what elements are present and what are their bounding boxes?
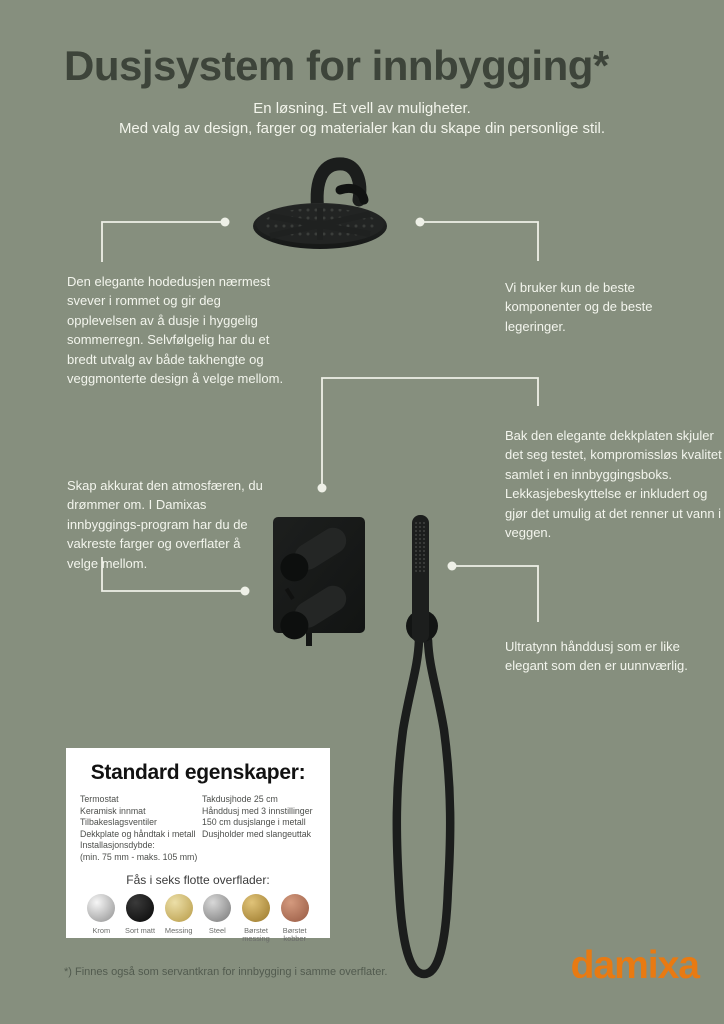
subtitle-line-2: Med valg av design, farger og materialer kan du skape din personlige stil. <box>118 120 606 137</box>
callout-dot-components <box>416 218 425 227</box>
finish-swatch <box>126 894 154 922</box>
shower-head-image <box>240 150 405 270</box>
finish-swatch <box>281 894 309 922</box>
callout-handshower-text: Ultratynn hånddusj som er like elegant som den er uunnværlig. <box>505 639 688 674</box>
feature-item: Takdusjhode 25 cm <box>202 794 278 804</box>
finish-label: Messing <box>164 925 193 935</box>
finish-label: Børstet messing <box>242 925 270 944</box>
features-column-right <box>202 794 316 864</box>
finish-item <box>275 894 314 944</box>
feature-item: Tilbakeslagsventiler <box>80 817 157 828</box>
finish-swatch <box>165 894 193 922</box>
finishes-row <box>80 894 316 944</box>
finish-swatch <box>87 894 115 922</box>
callout-showerhead-text: Den elegante hodedusjen nærmest svever i rommet og gir deg opplevelsen av å dusje i hyggelig sommerregn. Selvfølgelig har du et bredt utvalg av både takhengte og veggmonterte design å velge mellom. <box>67 274 284 387</box>
features-box <box>66 748 330 944</box>
page-subtitle <box>0 99 724 139</box>
finish-item <box>82 894 121 944</box>
finish-label: Steel <box>208 925 226 935</box>
finish-label: Krom <box>92 925 111 935</box>
feature-item: Keramisk innmat <box>80 805 146 816</box>
footnote: *) Finnes også som servantkran for innbygging i samme overflater. <box>64 966 388 978</box>
finish-item <box>121 894 160 944</box>
feature-item: (min. 75 mm - maks. 105 mm) <box>80 851 198 862</box>
finish-item <box>237 894 276 944</box>
finish-item <box>198 894 237 944</box>
callout-dot-atmosphere <box>241 587 250 596</box>
brand-logo: damixa <box>570 944 699 987</box>
finish-item <box>159 894 198 944</box>
finish-label: Sort matt <box>125 925 155 935</box>
callout-atmosphere-text: Skap akkurat den atmosfæren, du drømmer om. I Damixas innbyggings-program har du de vakreste farger og overflater å velge mellom. <box>67 478 263 571</box>
mixer-valve-image <box>270 510 380 655</box>
feature-item: Hånddusj med 3 innstillinger <box>202 805 313 816</box>
callout-components-text: Vi bruker kun de beste komponenter og de beste legeringer. <box>505 280 653 334</box>
callout-dot-showerhead <box>221 218 230 227</box>
finish-swatch <box>203 894 231 922</box>
page-title: Dusjsystem for innbygging* <box>64 42 609 89</box>
features-column-left <box>80 794 202 864</box>
finishes-heading: Fås i seks flotte overflader: <box>126 872 270 887</box>
features-columns <box>80 794 316 864</box>
subtitle-line-1: En løsning. Et vell av muligheter. <box>253 100 471 117</box>
feature-item: Dekkplate og håndtak i metall <box>80 828 196 839</box>
callout-dot-valve <box>318 484 327 493</box>
feature-item: Dusjholder med slangeuttak <box>202 828 312 839</box>
feature-item: 150 cm dusjslange i metall <box>202 817 306 828</box>
hand-shower-image <box>390 505 510 1000</box>
feature-item: Termostat <box>80 794 119 804</box>
finish-label: Børstet kobber <box>282 925 307 944</box>
features-heading: Standard egenskaper: <box>90 761 306 784</box>
finish-swatch <box>242 894 270 922</box>
callout-valve-text: Bak den elegante dekkplaten skjuler det seg testet, kompromissløs kvalitet samlet i en innbyggingsboks. Lekkasjebeskyttelse er inkludert og gjør det umulig at det renner ut vann i veggen. <box>505 428 722 541</box>
feature-item: Installasjonsdybde: <box>80 840 155 851</box>
